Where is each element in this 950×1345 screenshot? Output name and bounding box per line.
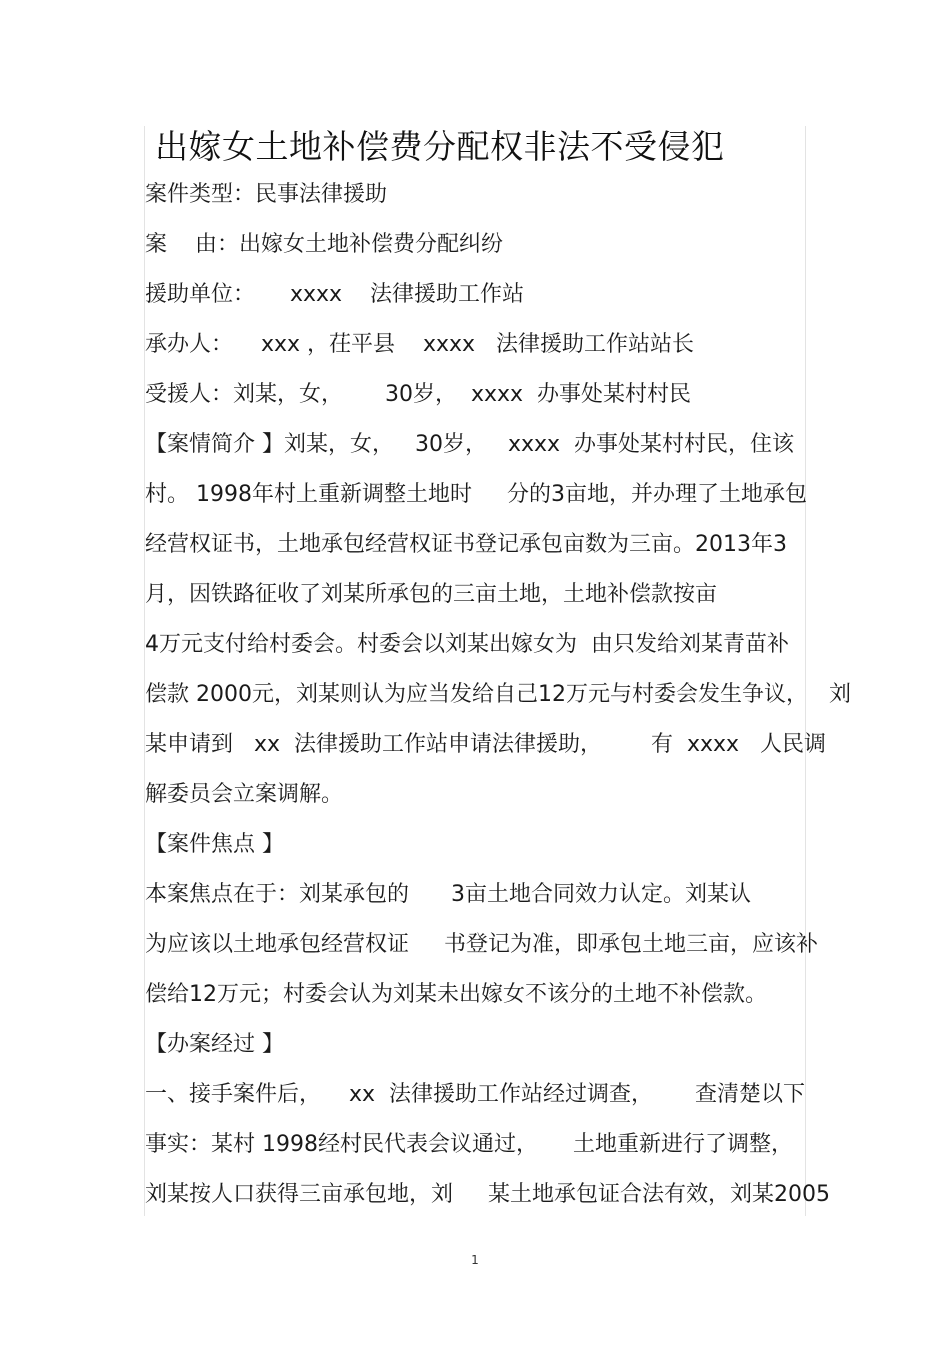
handling-process-line-1: 一、接手案件后， xx 法律援助工作站经过调查， 查清楚以下 xyxy=(145,1082,805,1107)
case-focus-line-1: 本案焦点在于：刘某承包的 3亩土地合同效力认定。刘某认 xyxy=(145,882,751,907)
aid-unit-line: 援助单位： xxxx 法律援助工作站 xyxy=(145,282,525,307)
handling-process-heading: 【办案经过 】 xyxy=(145,1032,284,1057)
page-number: 1 xyxy=(471,1253,479,1267)
case-summary-line-2: 村。 1998年村上重新调整土地时 分的3亩地，并办理了土地承包 xyxy=(145,482,807,507)
case-type-line: 案件类型：民事法律援助 xyxy=(145,182,388,207)
case-summary-line-6: 偿款 2000元，刘某则认为应当发给自己12万元与村委会发生争议， 刘 xyxy=(145,682,851,707)
case-summary-line-4: 月，因铁路征收了刘某所承包的三亩土地，土地补偿款按亩 xyxy=(145,582,718,607)
case-summary-line-8: 解委员会立案调解。 xyxy=(145,782,344,807)
case-summary-line-3: 经营权证书，土地承包经营权证书登记承包亩数为三亩。2013年3 xyxy=(145,532,787,557)
case-focus-heading: 【案件焦点 】 xyxy=(145,832,284,857)
case-summary-line-5: 4万元支付给村委会。村委会以刘某出嫁女为 由只发给刘某青苗补 xyxy=(145,632,789,657)
case-summary-line-1: 【案情简介 】刘某，女， 30岁， xxxx 办事处某村村民，住该 xyxy=(145,432,795,457)
handling-process-line-3: 刘某按人口获得三亩承包地，刘 某土地承包证合法有效，刘某2005 xyxy=(145,1182,830,1207)
handling-process-line-2: 事实：某村 1998经村民代表会议通过， 土地重新进行了调整， xyxy=(145,1132,793,1157)
case-focus-line-2: 为应该以土地承包经营权证 书登记为准，即承包土地三亩，应该补 xyxy=(145,932,818,957)
document-title: 出嫁女土地补偿费分配权非法不受侵犯 xyxy=(155,127,725,166)
recipient-line: 受援人：刘某，女， 30岁， xxxx 办事处某村村民 xyxy=(145,382,692,407)
handler-line: 承办人： xxx ，茌平县 xxxx 法律援助工作站站长 xyxy=(145,332,695,357)
case-focus-line-3: 偿给12万元；村委会认为刘某未出嫁女不该分的土地不补偿款。 xyxy=(145,982,767,1007)
case-summary-line-7: 某申请到 xx 法律援助工作站申请法律援助， 有 xxxx 人民调 xyxy=(145,732,827,757)
right-margin-rule xyxy=(805,126,806,1216)
case-cause-line: 案 由：出嫁女土地补偿费分配纠纷 xyxy=(145,232,503,257)
